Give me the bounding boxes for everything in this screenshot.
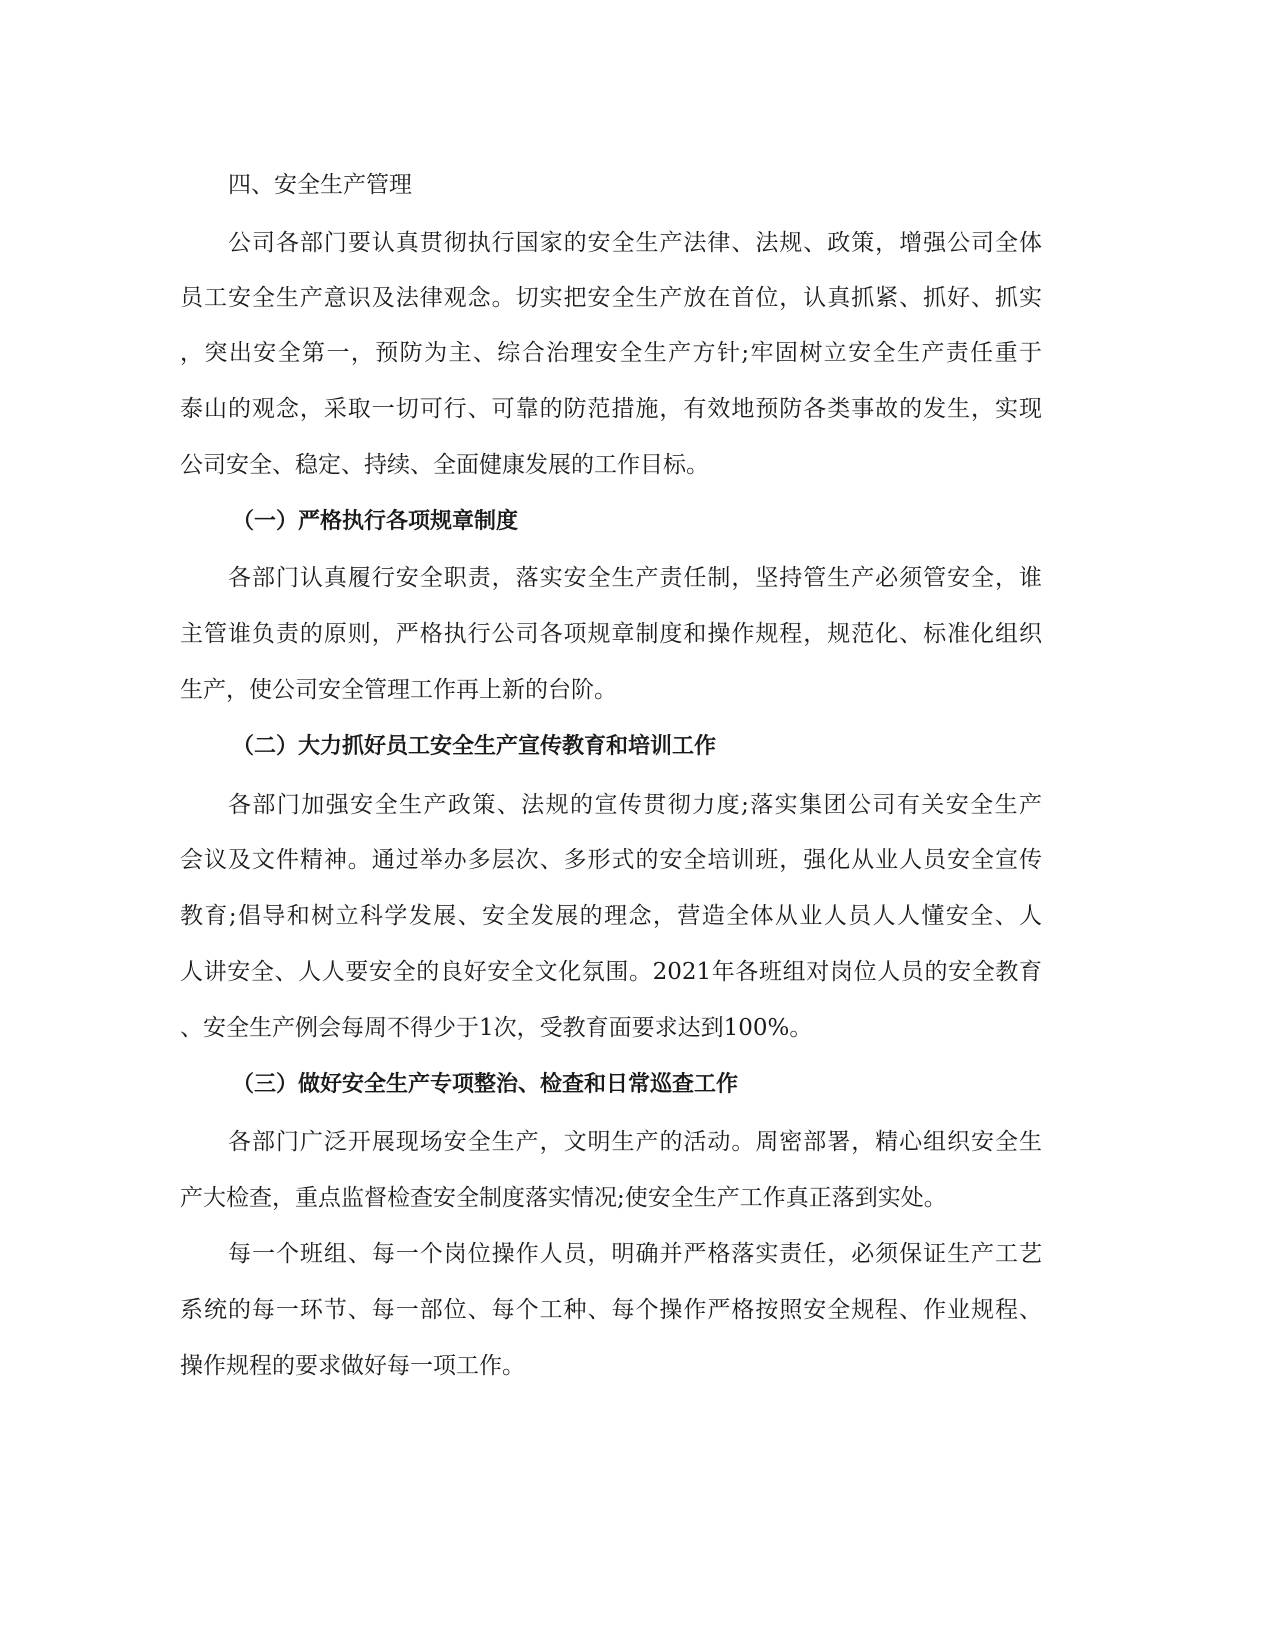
paragraph-line: 各部门广泛开展现场安全生产，文明生产的活动。周密部署，精心组织安全生 <box>228 1129 1042 1155</box>
subsection-heading: （三）做好安全生产专项整治、检查和日常巡查工作 <box>232 1072 739 1097</box>
paragraph-line: 产大检查，重点监督检查安全制度落实情况;使安全生产工作真正落到实处。 <box>180 1185 947 1211</box>
paragraph-line: 、安全生产例会每周不得少于1次，受教育面要求达到100%。 <box>180 1015 813 1041</box>
paragraph-line: 会议及文件精神。通过举办多层次、多形式的安全培训班，强化从业人员安全宣传 <box>180 847 1042 873</box>
paragraph-line: 操作规程的要求做好每一项工作。 <box>180 1353 525 1379</box>
paragraph-line: 系统的每一环节、每一部位、每个工种、每个操作严格按照安全规程、作业规程、 <box>180 1297 1042 1323</box>
paragraph-line: 每一个班组、每一个岗位操作人员，明确并严格落实责任，必须保证生产工艺 <box>228 1241 1042 1267</box>
paragraph-line: 公司安全、稳定、持续、全面健康发展的工作目标。 <box>180 452 709 478</box>
paragraph-line: 生产，使公司安全管理工作再上新的台阶。 <box>180 677 617 703</box>
paragraph-line: 各部门认真履行安全职责，落实安全生产责任制，坚持管生产必须管安全，谁 <box>228 565 1042 591</box>
paragraph-line: ，突出安全第一，预防为主、综合治理安全生产方针;牢固树立安全生产责任重于 <box>180 340 1042 366</box>
subsection-heading: （一）严格执行各项规章制度 <box>232 509 519 534</box>
paragraph-line: 主管谁负责的原则，严格执行公司各项规章制度和操作规程，规范化、标准化组织 <box>180 621 1042 647</box>
paragraph-line: 人讲安全、人人要安全的良好安全文化氛围。2021年各班组对岗位人员的安全教育 <box>180 959 1042 985</box>
paragraph-line: 各部门加强安全生产政策、法规的宣传贯彻力度;落实集团公司有关安全生产 <box>228 792 1042 818</box>
paragraph-line: 泰山的观念，采取一切可行、可靠的防范措施，有效地预防各类事故的发生，实现 <box>180 396 1042 422</box>
paragraph-line: 教育;倡导和树立科学发展、安全发展的理念，营造全体从业人员人人懂安全、人 <box>180 903 1042 929</box>
paragraph-line: 公司各部门要认真贯彻执行国家的安全生产法律、法规、政策，增强公司全体 <box>228 230 1042 256</box>
subsection-heading: （二）大力抓好员工安全生产宣传教育和培训工作 <box>232 734 717 759</box>
section-title: 四、安全生产管理 <box>228 172 412 198</box>
paragraph-line: 员工安全生产意识及法律观念。切实把安全生产放在首位，认真抓紧、抓好、抓实 <box>180 285 1042 311</box>
